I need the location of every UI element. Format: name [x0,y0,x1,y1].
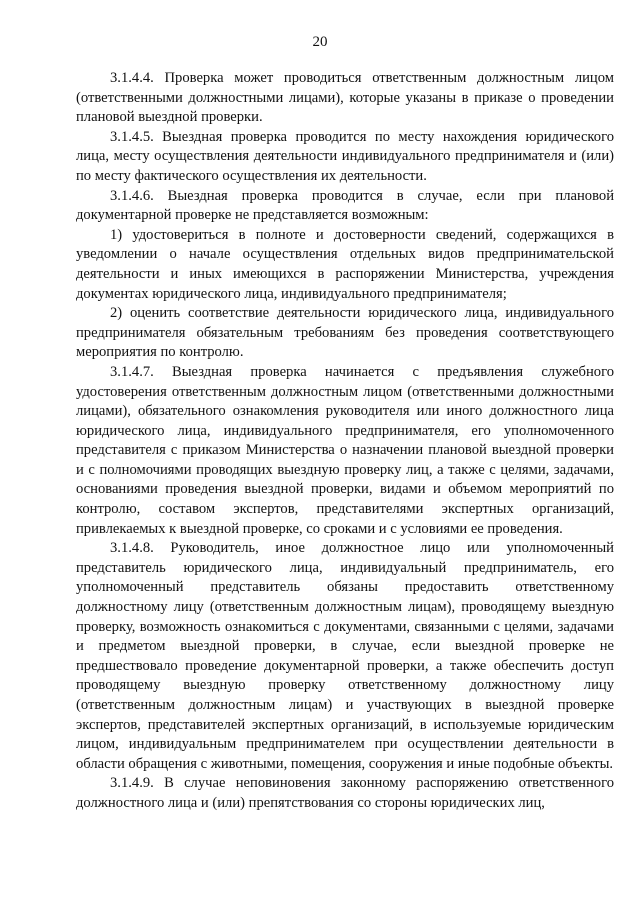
paragraph-3-1-4-7: 3.1.4.7. Выездная проверка начинается с предъявления служебного удостоверения ответственным должностным лицом (ответственными должностными лицами), обязательного ознакомления руководителя или иного должностного лица юридического лица, индивидуального предпринимателя, его уполномоченного представителя с приказом Министерства о назначении плановой выездной проверки и с полномочиями проводящих выездную проверку лиц, а также с целями, задачами, основаниями проведения выездной проверки, видами и объемом мероприятий по контролю, составом экспертов, представителями экспертных организаций, привлекаемых к выездной проверке, со сроками и с условиями ее проведения. [76,363,614,537]
page-number: 20 [312,34,328,50]
paragraph-3-1-4-8: 3.1.4.8. Руководитель, иное должностное лицо или уполномоченный представитель юридического лица, индивидуальный предприниматель, его уполномоченный представитель обязаны предоставить ответственному должностному лицу (ответственным должностным лицам), проводящему выездную проверку, возможность ознакомиться с документами, связанными с целями, задачами и предметом выездной проверки, в случае, если выездной проверке не предшествовало проведение документарной проверки, а также обеспечить доступ проводящему выездную проверку ответственному должностному лицу (ответственным должностным лицам) и участвующих в выездной проверке экспертов, представителей экспертных организаций, в используемые юридическим лицом, индивидуальным предпринимателем при осуществлении деятельности в области обращения с животными, помещения, сооружения и иные подобные объекты. [76,540,614,772]
list-item-1: 1) удостовериться в полноте и достоверности сведений, содержащихся в уведомлении о начале осуществления отдельных видов предпринимательской деятельности и иных имеющихся в распоряжении Министерства, учреждения документах юридического лица, индивидуального предпринимателя; [76,226,614,302]
document-body [76,69,614,814]
paragraph-3-1-4-9: 3.1.4.9. В случае неповиновения законному распоряжению ответственного должностного лица и (или) препятствования со стороны юридических лиц, [76,775,614,811]
paragraph-3-1-4-4: 3.1.4.4. Проверка может проводиться ответственным должностным лицом (ответственными должностными лицами), которые указаны в приказе о проведении плановой выездной проверки. [76,70,614,126]
list-item-2: 2) оценить соответствие деятельности юридического лица, индивидуального предпринимателя обязательным требованиям без проведения соответствующего мероприятия по контролю. [76,305,614,361]
paragraph-3-1-4-6: 3.1.4.6. Выездная проверка проводится в случае, если при плановой документарной проверке не представляется возможным: [76,187,614,224]
paragraph-3-1-4-5: 3.1.4.5. Выездная проверка проводится по месту нахождения юридического лица, месту осуществления деятельности индивидуального предпринимателя и (или) по месту фактического осуществления их деятельности. [76,128,614,184]
